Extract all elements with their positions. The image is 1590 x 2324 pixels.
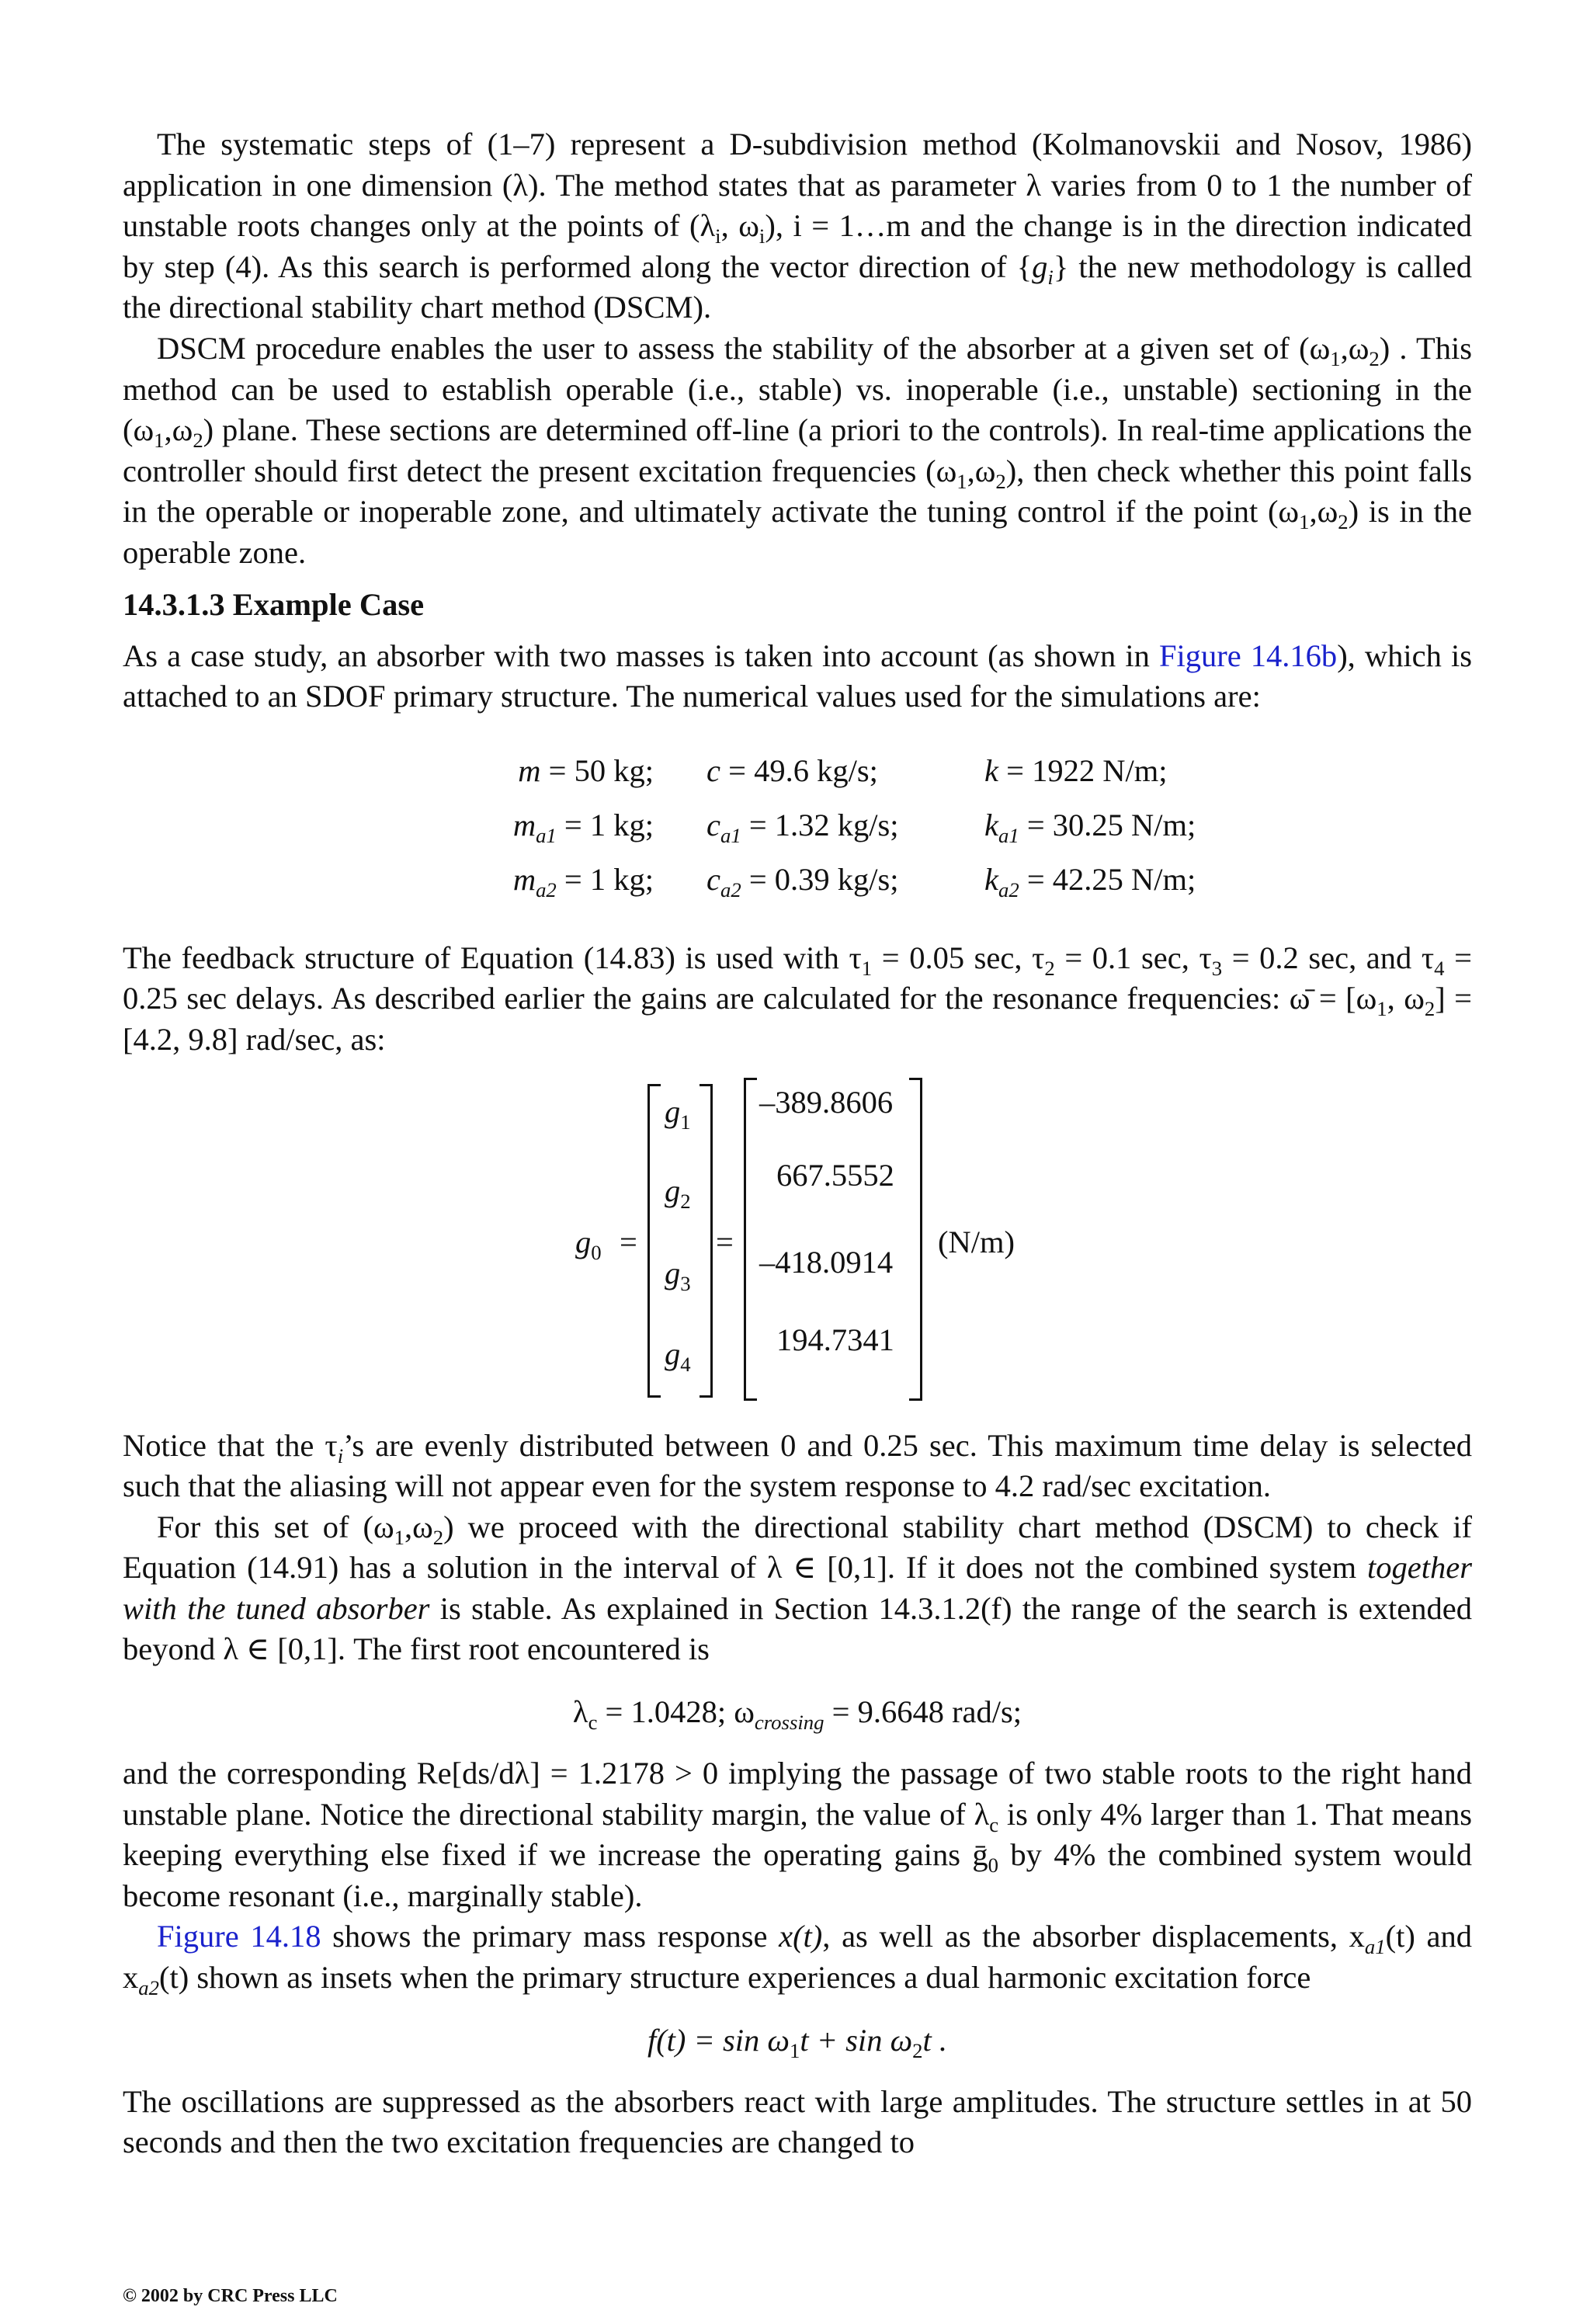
paragraph-dscm-procedure: DSCM procedure enables the user to assess the stability of the absorber at a given set of $(\omega_1,\omega_2)$ . This method can be used to establish operable (i.e., stable) vs. inoperable (i.e., unstable) sectioning in the $(\omega_1,\omega_2)$ plane. These sections are determined off-line (a priori to the controls). In real-time applications the controller should first detect the present excitation frequencies $(\omega_1,\omega_2)$, then check whether this point falls in the operable or inoperable zone, and ultimately activate the tuning control if the point $(\omega_1,\omega_2)$ is in the operable zone. [123,330,1472,570]
paragraph-case-study: As a case study, an absorber with two masses is taken into account (as shown in Figure 14.16b), which is attached to an SDOF primary structure. The numerical values used for the simulations are: [123,637,1473,714]
parameter-table [123,744,1472,907]
paragraph-time-delays: Notice that the $\tau_i’s$ are evenly distributed between 0 and 0.25 sec. This maximum time delay is selected such that the aliasing will not appear even for the system response to 4.2 rad/sec excitation. [123,1427,1472,1504]
gain-value-3: –418.0914 [759,1244,894,1280]
matrix-unit: (N/m) [938,1224,1015,1259]
gain-value-2: 667.5552 [776,1157,894,1193]
param-row-absorber-2: $m_{a2} = 1$ kg; $c_{a2} = 0.39$ kg/s; $k_{a2} = 42.25$ N/m; [512,862,1196,902]
bracket-right-values [909,1078,922,1401]
param-row-absorber-1: $m_{a1} = 1$ kg; $c_{a1} = 1.32$ kg/s; $k_{a1} = 30.25$ N/m; [512,808,1196,848]
page-content [123,124,1472,2163]
paragraph-dscm-check: For this set of $(\omega_1,\omega_2)$ we proceed with the directional stability chart method (DSCM) to check if Equation (14.91) has a solution in the interval of λ ∈ [0,1]. If it does not the combined system together with the tuned absorber is stable. As explained in Section 14.3.1.2(f) the range of the search is extended beyond λ ∈ [0,1]. The first root encountered is [123,1509,1472,1667]
paragraph-oscillations: The oscillations are suppressed as the absorbers react with large amplitudes. The structure settles in at 50 seconds and then the two excitation frequencies are changed to [123,2083,1472,2160]
gain-value-4: 194.7341 [776,1322,894,1357]
copyright-footer: © 2002 by CRC Press LLC [123,2286,338,2306]
figure-link-14-18[interactable]: Figure 14.18 [157,1919,321,1954]
paragraph-stability-margin: and the corresponding Re[ds/dλ] = 1.2178 > 0 implying the passage of two stable roots to the right hand unstable plane. Notice the directional stability margin, the value of $\lambda_c$ is only 4% larger than 1. That means keeping everything else fixed if we increase the operating gains ḡ$_0$ by 4% the combined system would become resonant (i.e., marginally stable). [123,1756,1472,1913]
bracket-right-symbols [700,1084,713,1398]
section-heading: 14.3.1.3 Example Case [123,586,425,622]
matrix-equals-2: = [716,1224,734,1259]
matrix-equals-1: = [620,1224,637,1259]
gain-matrix-equation: $g_0$ = $g_1$ $g_2$ $g_3$ $g_4$ = –389.8606 667.5552 –418.0914 194.7341 (N/m) [123,1078,1472,1404]
figure-link-14-16b[interactable]: Figure 14.16b [1158,637,1338,673]
matrix-lhs: $g_0$ [575,1224,602,1264]
equation-excitation-force: $f(t) = \sin \omega_1t + \sin \omega_2t$ . [647,2022,948,2062]
gain-value-1: –389.8606 [759,1084,894,1120]
bracket-left-symbols [647,1084,661,1398]
param-row-primary: m = 50 kg; c = 49.6 kg/s; k = 1922 N/m; [518,753,1168,789]
bracket-left-values [744,1078,757,1401]
equation-first-root: $\lambda_c = 1.0428$; $\omega_{crossing} = 9.6648$ rad/s; [572,1694,1022,1735]
paragraph-figure-response: Figure 14.18 shows the primary mass response x(t), as well as the absorber displacements, $x_{a1}(t)$ and $x_{a2}(t)$ shown as insets when the primary structure experiences a dual harmonic excitation force [123,1919,1472,2000]
paragraph-dscm-intro: The systematic steps of (1–7) represent a D-subdivision method (Kolmanovskii and Nosov, 1986) application in one dimension (λ). The method states that as parameter λ varies from 0 to 1 the number of unstable roots changes only at the points of ($\lambda_i$, $\omega_i$), i = 1…m and the change is in the direction indicated by step (4). As this search is performed along the vector direction of $\{g_i\}$ the new methodology is called the directional stability chart method (DSCM). [123,127,1472,325]
paragraph-feedback-structure: The feedback structure of Equation (14.83) is used with $\tau_1 = 0.05$ sec, $\tau_2 = 0.1$ sec, $\tau_3 = 0.2$ sec, and $\tau_4 = 0.25$ sec delays. As described earlier the gains are calculated for the resonance frequencies: ω̄ = [$\omega_1$, $\omega_2] = [4.2$, 9.8] rad/sec, as: [123,940,1473,1057]
